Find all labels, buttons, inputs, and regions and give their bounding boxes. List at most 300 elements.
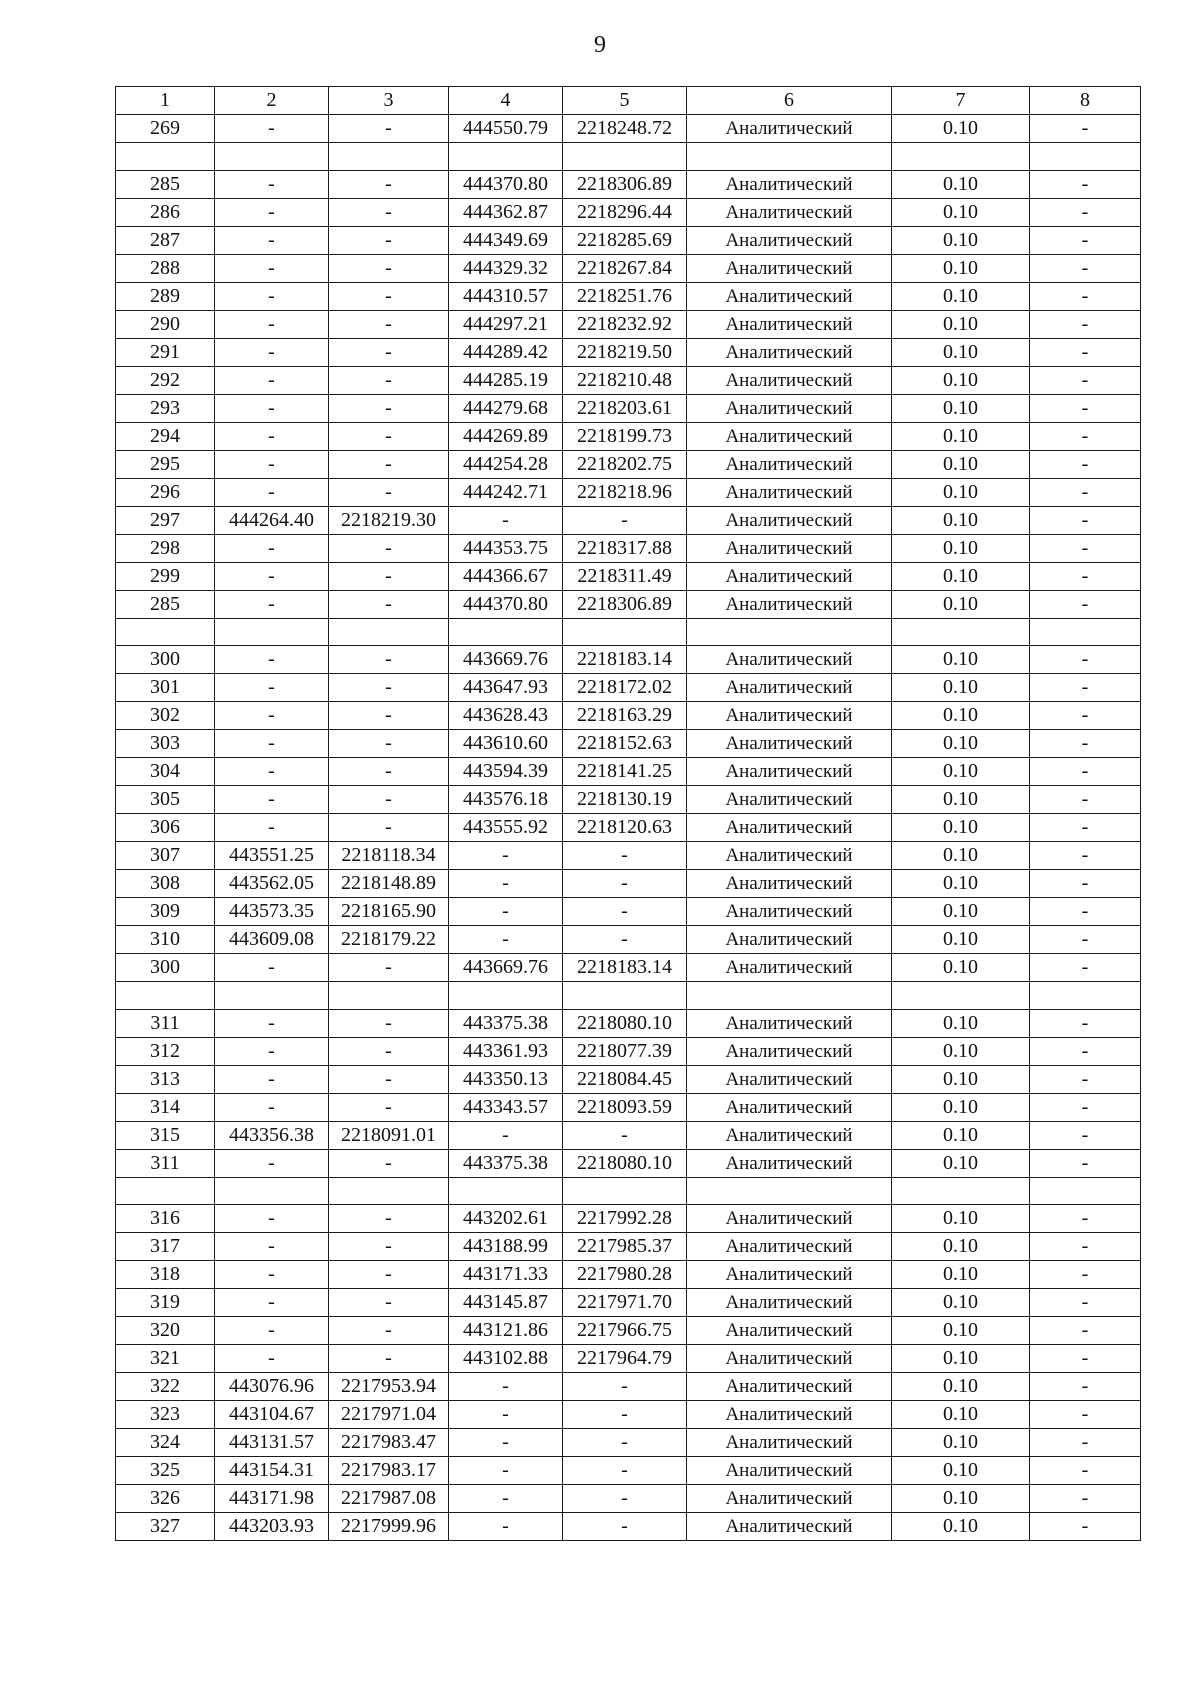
- col4-x-cell: 443202.61: [449, 1205, 563, 1233]
- table-row: [116, 842, 1141, 870]
- col5-y-cell: 2218267.84: [563, 254, 687, 282]
- method-cell: Аналитический: [687, 590, 892, 618]
- accuracy-cell: 0.10: [892, 786, 1030, 814]
- col3-y-cell: -: [329, 422, 449, 450]
- accuracy-cell: 0.10: [892, 1485, 1030, 1513]
- accuracy-cell: 0.10: [892, 1093, 1030, 1121]
- col2-x-cell: -: [215, 1093, 329, 1121]
- col2-x-cell: -: [215, 1009, 329, 1037]
- table-row: [116, 1261, 1141, 1289]
- method-cell: Аналитический: [687, 1261, 892, 1289]
- col8-cell: -: [1030, 478, 1141, 506]
- col4-x-cell: -: [449, 926, 563, 954]
- col2-x-cell: 443154.31: [215, 1457, 329, 1485]
- point-number-cell: 303: [116, 730, 215, 758]
- point-number-cell: 309: [116, 898, 215, 926]
- col8-cell: -: [1030, 1485, 1141, 1513]
- col3-y-cell: -: [329, 310, 449, 338]
- table-row: [116, 758, 1141, 786]
- method-cell: Аналитический: [687, 226, 892, 254]
- col2-x-cell: 443562.05: [215, 870, 329, 898]
- point-number-cell: 319: [116, 1289, 215, 1317]
- col3-y-cell: 2218118.34: [329, 842, 449, 870]
- col2-x-cell: -: [215, 170, 329, 198]
- col4-x-cell: 443669.76: [449, 954, 563, 982]
- accuracy-cell: 0.10: [892, 506, 1030, 534]
- col3-y-cell: -: [329, 1345, 449, 1373]
- col3-y-cell: 2217999.96: [329, 1513, 449, 1541]
- col8-cell: -: [1030, 1317, 1141, 1345]
- col4-x-cell: 443375.38: [449, 1009, 563, 1037]
- col3-y-cell: -: [329, 226, 449, 254]
- col3-y-cell: -: [329, 534, 449, 562]
- col8-cell: -: [1030, 674, 1141, 702]
- method-cell: Аналитический: [687, 814, 892, 842]
- col4-x-cell: 444370.80: [449, 590, 563, 618]
- col4-x-cell: 443647.93: [449, 674, 563, 702]
- method-cell: Аналитический: [687, 786, 892, 814]
- col5-y-cell: 2218080.10: [563, 1149, 687, 1177]
- col2-x-cell: -: [215, 1149, 329, 1177]
- accuracy-cell: 0.10: [892, 282, 1030, 310]
- col5-y-cell: -: [563, 898, 687, 926]
- col4-x-cell: 444269.89: [449, 422, 563, 450]
- col3-y-cell: -: [329, 198, 449, 226]
- point-number-cell: 293: [116, 394, 215, 422]
- accuracy-cell: 0.10: [892, 926, 1030, 954]
- point-number-cell: 325: [116, 1457, 215, 1485]
- col8-cell: -: [1030, 254, 1141, 282]
- col5-y-cell: -: [563, 1121, 687, 1149]
- point-number-cell: 300: [116, 954, 215, 982]
- point-number-cell: 285: [116, 170, 215, 198]
- accuracy-cell: 0.10: [892, 1149, 1030, 1177]
- col4-x-cell: [449, 618, 563, 646]
- method-cell: Аналитический: [687, 926, 892, 954]
- col3-y-cell: -: [329, 394, 449, 422]
- col8-cell: -: [1030, 814, 1141, 842]
- method-cell: Аналитический: [687, 422, 892, 450]
- point-number-cell: 289: [116, 282, 215, 310]
- col2-x-cell: -: [215, 450, 329, 478]
- col4-x-cell: -: [449, 870, 563, 898]
- table-row: [116, 1345, 1141, 1373]
- col4-x-cell: 443576.18: [449, 786, 563, 814]
- col2-x-cell: -: [215, 674, 329, 702]
- coordinates-table: [115, 86, 1141, 1541]
- col4-x-cell: [449, 1177, 563, 1205]
- col4-x-cell: 444362.87: [449, 198, 563, 226]
- col3-y-cell: 2218179.22: [329, 926, 449, 954]
- col4-x-cell: 443594.39: [449, 758, 563, 786]
- col8-cell: -: [1030, 702, 1141, 730]
- col4-x-cell: 443628.43: [449, 702, 563, 730]
- col2-x-cell: -: [215, 1317, 329, 1345]
- col3-y-cell: -: [329, 254, 449, 282]
- col8-cell: -: [1030, 786, 1141, 814]
- method-cell: Аналитический: [687, 450, 892, 478]
- col2-x-cell: -: [215, 1261, 329, 1289]
- column-header-8: 8: [1030, 87, 1141, 115]
- point-number-cell: 287: [116, 226, 215, 254]
- col3-y-cell: -: [329, 338, 449, 366]
- col8-cell: -: [1030, 646, 1141, 674]
- point-number-cell: 321: [116, 1345, 215, 1373]
- col2-x-cell: -: [215, 198, 329, 226]
- table-row: [116, 310, 1141, 338]
- col5-y-cell: [563, 618, 687, 646]
- col5-y-cell: 2218317.88: [563, 534, 687, 562]
- col3-y-cell: -: [329, 366, 449, 394]
- col8-cell: -: [1030, 115, 1141, 143]
- col8-cell: [1030, 982, 1141, 1010]
- col4-x-cell: 443171.33: [449, 1261, 563, 1289]
- col8-cell: -: [1030, 1289, 1141, 1317]
- table-row: [116, 366, 1141, 394]
- col2-x-cell: -: [215, 562, 329, 590]
- col2-x-cell: 443131.57: [215, 1429, 329, 1457]
- col3-y-cell: -: [329, 590, 449, 618]
- table-row: [116, 646, 1141, 674]
- table-row: [116, 1317, 1141, 1345]
- method-cell: Аналитический: [687, 1009, 892, 1037]
- col3-y-cell: -: [329, 1149, 449, 1177]
- accuracy-cell: 0.10: [892, 1009, 1030, 1037]
- point-number-cell: 320: [116, 1317, 215, 1345]
- col4-x-cell: 444370.80: [449, 170, 563, 198]
- accuracy-cell: 0.10: [892, 310, 1030, 338]
- col4-x-cell: 444353.75: [449, 534, 563, 562]
- table-row: [116, 1485, 1141, 1513]
- col8-cell: -: [1030, 170, 1141, 198]
- col2-x-cell: -: [215, 226, 329, 254]
- accuracy-cell: 0.10: [892, 1513, 1030, 1541]
- col5-y-cell: -: [563, 926, 687, 954]
- col5-y-cell: 2218172.02: [563, 674, 687, 702]
- method-cell: [687, 143, 892, 171]
- method-cell: Аналитический: [687, 1065, 892, 1093]
- col2-x-cell: -: [215, 1345, 329, 1373]
- col8-cell: -: [1030, 954, 1141, 982]
- accuracy-cell: 0.10: [892, 730, 1030, 758]
- col8-cell: -: [1030, 1149, 1141, 1177]
- accuracy-cell: [892, 143, 1030, 171]
- method-cell: Аналитический: [687, 842, 892, 870]
- accuracy-cell: 0.10: [892, 394, 1030, 422]
- col3-y-cell: -: [329, 646, 449, 674]
- point-number-cell: 311: [116, 1009, 215, 1037]
- col5-y-cell: [563, 143, 687, 171]
- table-row: [116, 226, 1141, 254]
- col4-x-cell: 444285.19: [449, 366, 563, 394]
- col5-y-cell: -: [563, 870, 687, 898]
- point-number-cell: [116, 982, 215, 1010]
- col3-y-cell: -: [329, 1037, 449, 1065]
- accuracy-cell: 0.10: [892, 450, 1030, 478]
- col4-x-cell: -: [449, 898, 563, 926]
- accuracy-cell: 0.10: [892, 198, 1030, 226]
- col5-y-cell: 2218219.50: [563, 338, 687, 366]
- point-number-cell: 297: [116, 506, 215, 534]
- col4-x-cell: 443610.60: [449, 730, 563, 758]
- table-row: [116, 450, 1141, 478]
- method-cell: Аналитический: [687, 898, 892, 926]
- table-row: [116, 115, 1141, 143]
- table-row: [116, 1233, 1141, 1261]
- col3-y-cell: [329, 1177, 449, 1205]
- method-cell: Аналитический: [687, 954, 892, 982]
- method-cell: Аналитический: [687, 646, 892, 674]
- col4-x-cell: 443121.86: [449, 1317, 563, 1345]
- col4-x-cell: [449, 982, 563, 1010]
- col8-cell: -: [1030, 1093, 1141, 1121]
- table-row: [116, 1121, 1141, 1149]
- col8-cell: [1030, 1177, 1141, 1205]
- col5-y-cell: 2218311.49: [563, 562, 687, 590]
- point-number-cell: 291: [116, 338, 215, 366]
- method-cell: Аналитический: [687, 310, 892, 338]
- col3-y-cell: [329, 618, 449, 646]
- col3-y-cell: 2218165.90: [329, 898, 449, 926]
- method-cell: Аналитический: [687, 394, 892, 422]
- col5-y-cell: [563, 982, 687, 1010]
- col5-y-cell: 2218203.61: [563, 394, 687, 422]
- accuracy-cell: 0.10: [892, 1233, 1030, 1261]
- col2-x-cell: -: [215, 702, 329, 730]
- col3-y-cell: -: [329, 562, 449, 590]
- col8-cell: -: [1030, 898, 1141, 926]
- point-number-cell: 302: [116, 702, 215, 730]
- method-cell: Аналитический: [687, 338, 892, 366]
- col5-y-cell: 2217964.79: [563, 1345, 687, 1373]
- table-row: [116, 618, 1141, 646]
- accuracy-cell: 0.10: [892, 1373, 1030, 1401]
- col3-y-cell: -: [329, 1065, 449, 1093]
- col8-cell: -: [1030, 1205, 1141, 1233]
- accuracy-cell: 0.10: [892, 954, 1030, 982]
- accuracy-cell: 0.10: [892, 1205, 1030, 1233]
- col2-x-cell: -: [215, 590, 329, 618]
- col2-x-cell: -: [215, 422, 329, 450]
- col8-cell: -: [1030, 1401, 1141, 1429]
- accuracy-cell: 0.10: [892, 115, 1030, 143]
- point-number-cell: 314: [116, 1093, 215, 1121]
- col2-x-cell: -: [215, 115, 329, 143]
- col8-cell: -: [1030, 366, 1141, 394]
- col2-x-cell: -: [215, 310, 329, 338]
- table-row: [116, 198, 1141, 226]
- table-row: [116, 1065, 1141, 1093]
- col4-x-cell: -: [449, 1373, 563, 1401]
- point-number-cell: 304: [116, 758, 215, 786]
- point-number-cell: [116, 143, 215, 171]
- col5-y-cell: 2217992.28: [563, 1205, 687, 1233]
- col4-x-cell: 444366.67: [449, 562, 563, 590]
- accuracy-cell: 0.10: [892, 338, 1030, 366]
- accuracy-cell: [892, 618, 1030, 646]
- method-cell: Аналитический: [687, 1401, 892, 1429]
- col8-cell: -: [1030, 1121, 1141, 1149]
- accuracy-cell: 0.10: [892, 1429, 1030, 1457]
- col5-y-cell: 2218120.63: [563, 814, 687, 842]
- table-body: [116, 115, 1141, 1541]
- accuracy-cell: 0.10: [892, 478, 1030, 506]
- col8-cell: -: [1030, 926, 1141, 954]
- table-row: [116, 1037, 1141, 1065]
- method-cell: Аналитический: [687, 506, 892, 534]
- table-row: [116, 730, 1141, 758]
- accuracy-cell: 0.10: [892, 702, 1030, 730]
- table-row: [116, 926, 1141, 954]
- col3-y-cell: [329, 982, 449, 1010]
- method-cell: Аналитический: [687, 1513, 892, 1541]
- method-cell: Аналитический: [687, 1037, 892, 1065]
- col5-y-cell: 2218077.39: [563, 1037, 687, 1065]
- point-number-cell: 295: [116, 450, 215, 478]
- col3-y-cell: -: [329, 282, 449, 310]
- method-cell: Аналитический: [687, 562, 892, 590]
- table-row: [116, 702, 1141, 730]
- col3-y-cell: 2217983.47: [329, 1429, 449, 1457]
- point-number-cell: 298: [116, 534, 215, 562]
- table-row: [116, 814, 1141, 842]
- col5-y-cell: 2217980.28: [563, 1261, 687, 1289]
- col8-cell: -: [1030, 842, 1141, 870]
- col2-x-cell: 443076.96: [215, 1373, 329, 1401]
- col4-x-cell: 443343.57: [449, 1093, 563, 1121]
- table-row: [116, 282, 1141, 310]
- point-number-cell: 327: [116, 1513, 215, 1541]
- col8-cell: -: [1030, 1429, 1141, 1457]
- table-row: [116, 170, 1141, 198]
- col8-cell: -: [1030, 226, 1141, 254]
- column-header-4: 4: [449, 87, 563, 115]
- col3-y-cell: -: [329, 1289, 449, 1317]
- method-cell: Аналитический: [687, 1373, 892, 1401]
- accuracy-cell: 0.10: [892, 814, 1030, 842]
- method-cell: Аналитический: [687, 1121, 892, 1149]
- method-cell: Аналитический: [687, 1429, 892, 1457]
- col4-x-cell: 443188.99: [449, 1233, 563, 1261]
- method-cell: Аналитический: [687, 758, 892, 786]
- col3-y-cell: -: [329, 1205, 449, 1233]
- col2-x-cell: -: [215, 534, 329, 562]
- point-number-cell: 290: [116, 310, 215, 338]
- col3-y-cell: -: [329, 1093, 449, 1121]
- col4-x-cell: 443669.76: [449, 646, 563, 674]
- column-header-2: 2: [215, 87, 329, 115]
- point-number-cell: 286: [116, 198, 215, 226]
- col2-x-cell: -: [215, 254, 329, 282]
- col5-y-cell: 2218218.96: [563, 478, 687, 506]
- point-number-cell: 310: [116, 926, 215, 954]
- point-number-cell: [116, 1177, 215, 1205]
- page-number: 9: [594, 32, 606, 58]
- table-row: [116, 590, 1141, 618]
- table-row: [116, 254, 1141, 282]
- table-row: [116, 954, 1141, 982]
- col2-x-cell: -: [215, 786, 329, 814]
- point-number-cell: 323: [116, 1401, 215, 1429]
- col5-y-cell: 2218141.25: [563, 758, 687, 786]
- col5-y-cell: 2218285.69: [563, 226, 687, 254]
- accuracy-cell: 0.10: [892, 590, 1030, 618]
- method-cell: Аналитический: [687, 254, 892, 282]
- table-row: [116, 338, 1141, 366]
- point-number-cell: 315: [116, 1121, 215, 1149]
- accuracy-cell: 0.10: [892, 758, 1030, 786]
- table-row: [116, 1401, 1141, 1429]
- point-number-cell: 296: [116, 478, 215, 506]
- col2-x-cell: 443203.93: [215, 1513, 329, 1541]
- col3-y-cell: -: [329, 674, 449, 702]
- table-row: [116, 1373, 1141, 1401]
- col3-y-cell: -: [329, 954, 449, 982]
- col5-y-cell: -: [563, 1513, 687, 1541]
- col2-x-cell: [215, 618, 329, 646]
- point-number-cell: 305: [116, 786, 215, 814]
- method-cell: Аналитический: [687, 1485, 892, 1513]
- col5-y-cell: 2218251.76: [563, 282, 687, 310]
- point-number-cell: 317: [116, 1233, 215, 1261]
- table-row: [116, 506, 1141, 534]
- method-cell: Аналитический: [687, 1345, 892, 1373]
- col2-x-cell: [215, 1177, 329, 1205]
- table-row: [116, 143, 1141, 171]
- col8-cell: -: [1030, 1065, 1141, 1093]
- col5-y-cell: 2218183.14: [563, 954, 687, 982]
- col4-x-cell: -: [449, 1429, 563, 1457]
- col8-cell: -: [1030, 562, 1141, 590]
- col4-x-cell: -: [449, 1121, 563, 1149]
- col4-x-cell: 444279.68: [449, 394, 563, 422]
- col5-y-cell: 2218306.89: [563, 170, 687, 198]
- accuracy-cell: [892, 1177, 1030, 1205]
- col2-x-cell: -: [215, 814, 329, 842]
- col2-x-cell: 443356.38: [215, 1121, 329, 1149]
- col3-y-cell: -: [329, 730, 449, 758]
- col5-y-cell: 2218130.19: [563, 786, 687, 814]
- table-row: [116, 1289, 1141, 1317]
- col4-x-cell: 443350.13: [449, 1065, 563, 1093]
- col3-y-cell: [329, 143, 449, 171]
- accuracy-cell: 0.10: [892, 1457, 1030, 1485]
- method-cell: Аналитический: [687, 198, 892, 226]
- col2-x-cell: 443609.08: [215, 926, 329, 954]
- col5-y-cell: 2218232.92: [563, 310, 687, 338]
- col4-x-cell: 444242.71: [449, 478, 563, 506]
- col3-y-cell: -: [329, 115, 449, 143]
- method-cell: Аналитический: [687, 366, 892, 394]
- col3-y-cell: -: [329, 814, 449, 842]
- col2-x-cell: -: [215, 1205, 329, 1233]
- col5-y-cell: 2218296.44: [563, 198, 687, 226]
- col3-y-cell: -: [329, 170, 449, 198]
- col2-x-cell: -: [215, 394, 329, 422]
- table-row: [116, 1177, 1141, 1205]
- col2-x-cell: 444264.40: [215, 506, 329, 534]
- col4-x-cell: -: [449, 1513, 563, 1541]
- point-number-cell: 308: [116, 870, 215, 898]
- col2-x-cell: [215, 143, 329, 171]
- col8-cell: -: [1030, 870, 1141, 898]
- method-cell: Аналитический: [687, 1317, 892, 1345]
- table-row: [116, 982, 1141, 1010]
- accuracy-cell: 0.10: [892, 1345, 1030, 1373]
- table-row: [116, 534, 1141, 562]
- col8-cell: -: [1030, 450, 1141, 478]
- method-cell: [687, 618, 892, 646]
